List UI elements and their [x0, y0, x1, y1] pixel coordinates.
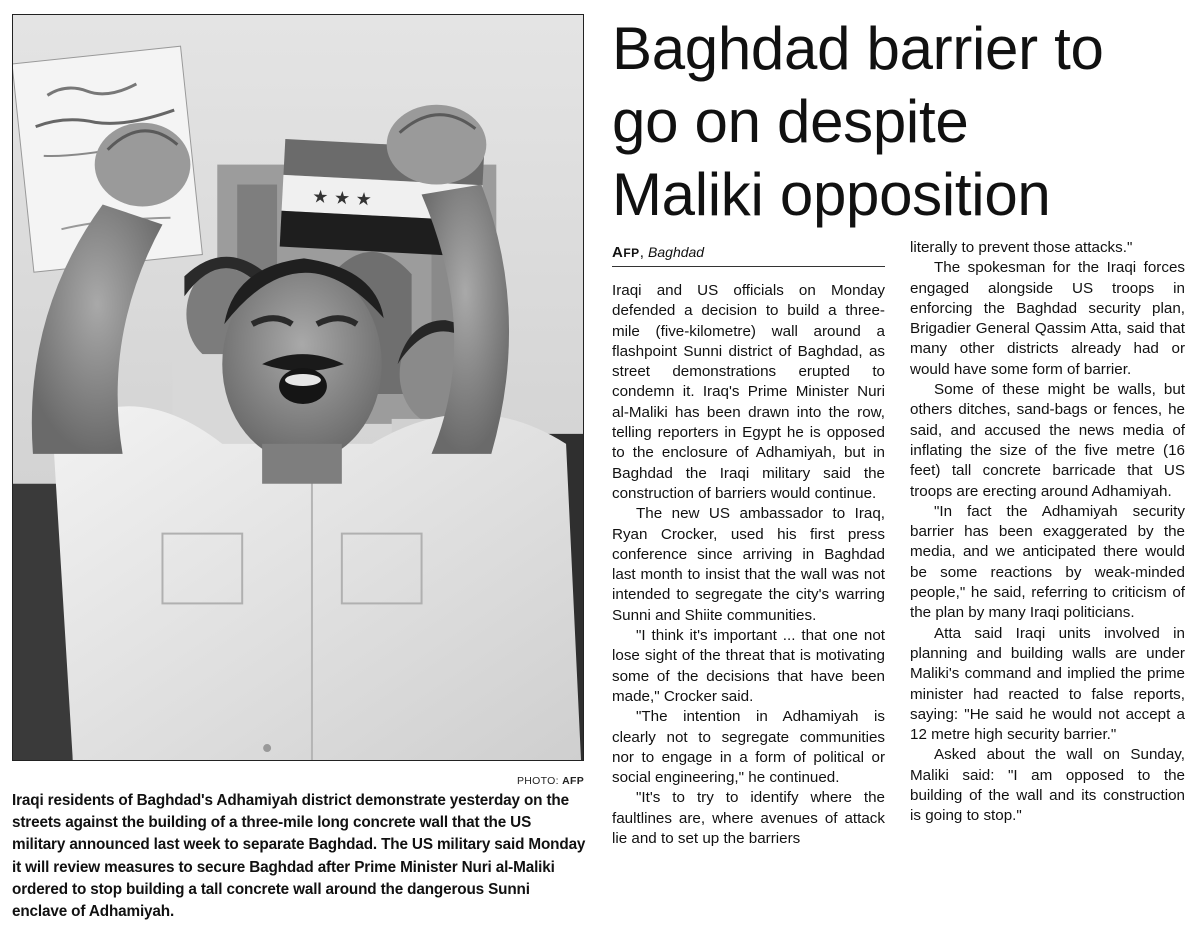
headline-line-1: Baghdad barrier to: [612, 15, 1104, 82]
photo-credit: [12, 775, 584, 787]
protest-photo-illustration: [13, 15, 583, 760]
headline: [612, 12, 1192, 231]
byline-agency-initial: A: [612, 244, 624, 261]
photo-credit-source: AFP: [562, 775, 584, 787]
article-paragraph: "It's to try to identify where the faultlines are, where avenues of attack lie and to set up the barriers: [612, 789, 885, 848]
article-paragraph: "In fact the Adhamiyah security barrier has been exaggerated by the media, and we anticipated there would be some reactions by weak-minded people," he said, referring to criticism of the plan by many Iraqi politicians.: [910, 502, 1185, 622]
byline-separator: ,: [639, 244, 649, 261]
article-column-2: [910, 238, 1185, 827]
article-paragraph: The new US ambassador to Iraq, Ryan Crocker, used his first press conference since arriving in Baghdad last month to insist that the wall was not intended to segregate the city's warring Sunni and Shiite communities.: [612, 505, 885, 624]
byline-agency: [612, 244, 640, 261]
article-paragraph-continued: literally to prevent those attacks.": [910, 239, 1133, 256]
article-paragraph: The spokesman for the Iraqi forces engaged alongside US troops in enforcing the Baghdad security plan, Brigadier General Qassim Atta, said that many other districts already had or would have some form of barrier.: [910, 259, 1185, 378]
news-photo: [12, 14, 584, 761]
article-paragraph: Atta said Iraqi units involved in planning and building walls are under Maliki's command and implied the prime minister had reacted to false reports, saying: "He said he would not accept a 12 metre high security barrier.": [910, 624, 1185, 744]
photo-caption: Iraqi residents of Baghdad's Adhamiyah district demonstrate yesterday on the streets against the building of a three-mile long concrete wall that the US military announced last week to separate Baghdad. The US military said Monday it will review measures to secure Baghdad after Prime Minister Nuri al-Maliki ordered to stop building a tall concrete wall around the dangerous Sunni enclave of Adhamiyah.: [12, 792, 586, 921]
byline-place: Baghdad: [648, 244, 705, 260]
svg-text:★ ★ ★: ★ ★ ★: [311, 186, 373, 211]
article-paragraph: Asked about the wall on Sunday, Maliki said: "I am opposed to the building of the wall and its construction is going to stop.": [910, 746, 1185, 825]
article-paragraph: "The intention in Adhamiyah is clearly not to segregate communities nor to engage in a form of political or social engineering," he continued.: [612, 708, 885, 787]
headline-line-3: Maliki opposition: [612, 161, 1051, 228]
byline-agency-rest: FP: [623, 246, 640, 260]
article-paragraph: Iraqi and US officials on Monday defended a decision to build a three-mile (five-kilometre) wall around a flashpoint Sunni district of Baghdad, as street demonstrations erupted to condemn it. Iraq's Prime Minister Nuri al-Maliki has been drawn into the row, telling reporters in Egypt he is opposed to the enclosure of Adhamiyah, but in Baghdad the Iraqi military said the construction of barriers would continue.: [612, 282, 885, 502]
article-column-1: [612, 281, 885, 849]
byline: [612, 241, 885, 267]
article-paragraph: Some of these might be walls, but others ditches, sand-bags or fences, he said, and accused the news media of inflating the size of the five metre (16 feet) tall concrete barricade that US troops are erecting around Adhamiyah.: [910, 381, 1185, 500]
photo-credit-label: PHOTO:: [517, 775, 563, 787]
headline-line-2: go on despite: [612, 88, 969, 155]
article-paragraph: "I think it's important ... that one not lose sight of the threat that is motivating some of the decisions that have been made," Crocker said.: [612, 627, 885, 705]
